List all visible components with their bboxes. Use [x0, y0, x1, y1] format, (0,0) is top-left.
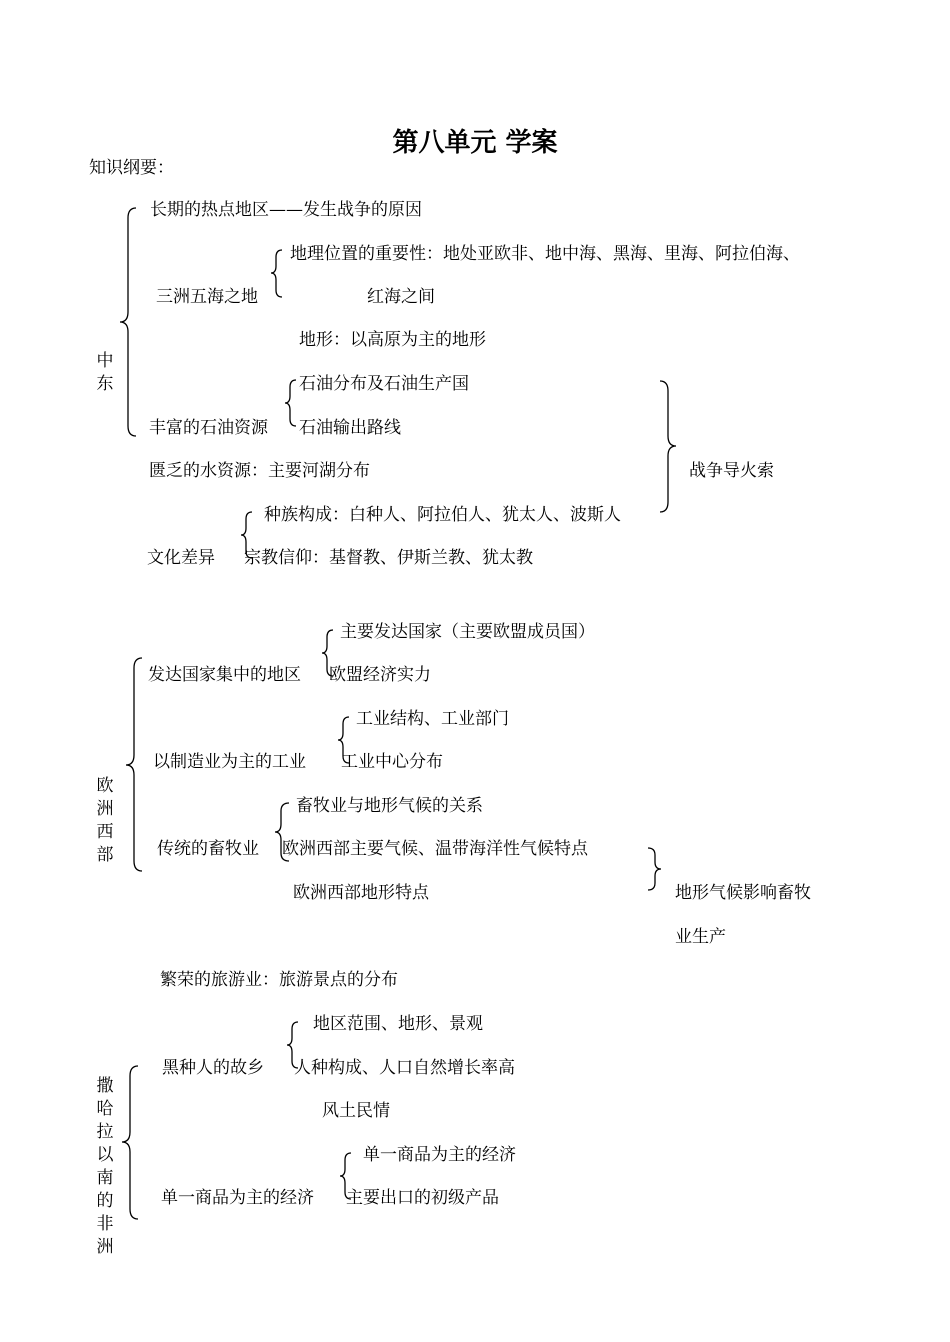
oil-routes-text: 石油输出路线: [299, 418, 401, 438]
europe-brace: [126, 658, 142, 871]
middle-east-brace: [120, 208, 136, 436]
manufacturing-text: 以制造业为主的工业: [153, 752, 306, 772]
traditional-livestock-text: 传统的畜牧业: [157, 839, 259, 859]
customs-text: 风土民情: [322, 1101, 390, 1121]
location-line1: 地理位置的重要性：地处亚欧非、地中海、黑海、里海、阿拉伯海、: [290, 244, 800, 264]
tourism-text: 繁荣的旅游业：旅游景点的分布: [160, 970, 398, 990]
hotspot-text: 长期的热点地区——发生战争的原因: [150, 200, 422, 220]
europe-terrain-text: 欧洲西部地形特点: [293, 883, 429, 903]
oil-distribution-text: 石油分布及石油生产国: [299, 374, 469, 394]
single-economy-text: 单一商品为主的经济: [161, 1188, 314, 1208]
oil-resources-text: 丰富的石油资源: [149, 418, 268, 438]
terrain-text: 地形：以高原为主的地形: [299, 330, 486, 350]
livestock-terrain-text: 畜牧业与地形气候的关系: [296, 796, 483, 816]
influence-brace: [648, 848, 661, 890]
single-economy-sub-text: 单一商品为主的经济: [363, 1145, 516, 1165]
culture-text: 文化差异: [147, 548, 215, 568]
population-text: 人种构成、人口自然增长率高: [294, 1058, 515, 1078]
primary-products-text: 主要出口的初级产品: [346, 1188, 499, 1208]
location-brace: [271, 250, 282, 297]
war-trigger-brace: [660, 381, 676, 512]
influence-line1: 地形气候影响畜牧: [675, 883, 811, 903]
war-trigger-text: 战争导火索: [689, 461, 774, 481]
industry-structure-text: 工业结构、工业部门: [356, 709, 509, 729]
oil-brace: [285, 380, 296, 426]
influence-line2: 业生产: [675, 927, 726, 947]
outline-label: 知识纲要：: [89, 158, 174, 178]
industry-centers-text: 工业中心分布: [341, 752, 443, 772]
section-label-sub-saharan-africa: 撒哈拉以南的非洲: [96, 1076, 114, 1257]
africa-brace: [122, 1066, 138, 1219]
section-label-middle-east: 中东: [96, 351, 114, 394]
section-label-western-europe: 欧洲西部: [96, 776, 114, 865]
location-line2: 红海之间: [367, 287, 435, 307]
developed-countries-text: 主要发达国家（主要欧盟成员国）: [340, 622, 595, 642]
page-title: 第八单元 学案: [392, 128, 558, 158]
ethnic-text: 种族构成：白种人、阿拉伯人、犹太人、波斯人: [264, 505, 621, 525]
homeland-text: 黑种人的故乡: [162, 1058, 264, 1078]
climate-text: 欧洲西部主要气候、温带海洋性气候特点: [282, 839, 588, 859]
three-continents-text: 三洲五海之地: [156, 287, 258, 307]
region-text: 地区范围、地形、景观: [313, 1014, 483, 1034]
eu-economy-text: 欧盟经济实力: [329, 665, 431, 685]
water-text: 匮乏的水资源：主要河湖分布: [149, 461, 370, 481]
religion-text: 宗教信仰：基督教、伊斯兰教、犹太教: [244, 548, 533, 568]
developed-region-text: 发达国家集中的地区: [148, 665, 301, 685]
